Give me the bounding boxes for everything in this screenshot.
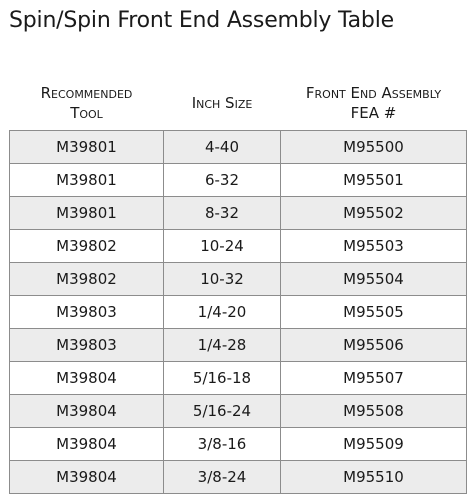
cell-tool: M39801 <box>10 197 164 230</box>
table-row <box>10 164 467 197</box>
cell-fea: M95502 <box>281 197 467 230</box>
header-line: FEA # <box>350 104 397 122</box>
cell-tool: M39803 <box>10 329 164 362</box>
cell-tool: M39804 <box>10 428 164 461</box>
table-row <box>10 296 467 329</box>
cell-fea: M95509 <box>281 428 467 461</box>
cell-fea: M95503 <box>281 230 467 263</box>
cell-inch-size: 1/4-20 <box>164 296 281 329</box>
cell-tool: M39804 <box>10 395 164 428</box>
cell-inch-size: 3/8-16 <box>164 428 281 461</box>
header-inch-size <box>164 76 281 131</box>
cell-inch-size: 1/4-28 <box>164 329 281 362</box>
header-row <box>10 76 467 131</box>
table-row <box>10 329 467 362</box>
cell-inch-size: 4-40 <box>164 131 281 164</box>
cell-tool: M39801 <box>10 164 164 197</box>
cell-tool: M39802 <box>10 230 164 263</box>
header-line: Inch Size <box>191 94 253 112</box>
header-front-end-assembly <box>281 76 467 131</box>
cell-inch-size: 10-32 <box>164 263 281 296</box>
table-body <box>10 131 467 494</box>
cell-fea: M95506 <box>281 329 467 362</box>
table-row <box>10 428 467 461</box>
table-row <box>10 263 467 296</box>
cell-fea: M95500 <box>281 131 467 164</box>
table-row <box>10 131 467 164</box>
assembly-table <box>9 76 467 494</box>
page-title: Spin/Spin Front End Assembly Table <box>9 8 394 33</box>
table-row <box>10 197 467 230</box>
table-row <box>10 362 467 395</box>
cell-inch-size: 5/16-24 <box>164 395 281 428</box>
cell-fea: M95505 <box>281 296 467 329</box>
cell-fea: M95508 <box>281 395 467 428</box>
cell-fea: M95510 <box>281 461 467 494</box>
cell-fea: M95507 <box>281 362 467 395</box>
cell-fea: M95504 <box>281 263 467 296</box>
header-line: Recommended <box>40 84 133 102</box>
cell-inch-size: 5/16-18 <box>164 362 281 395</box>
cell-inch-size: 10-24 <box>164 230 281 263</box>
cell-tool: M39803 <box>10 296 164 329</box>
cell-tool: M39804 <box>10 362 164 395</box>
header-recommended-tool <box>10 76 164 131</box>
cell-inch-size: 8-32 <box>164 197 281 230</box>
cell-tool: M39801 <box>10 131 164 164</box>
cell-tool: M39802 <box>10 263 164 296</box>
cell-inch-size: 3/8-24 <box>164 461 281 494</box>
cell-fea: M95501 <box>281 164 467 197</box>
table-row <box>10 461 467 494</box>
cell-tool: M39804 <box>10 461 164 494</box>
cell-inch-size: 6-32 <box>164 164 281 197</box>
header-line: Tool <box>70 104 103 122</box>
table-row <box>10 395 467 428</box>
header-line: Front End Assembly <box>305 84 442 102</box>
table-row <box>10 230 467 263</box>
